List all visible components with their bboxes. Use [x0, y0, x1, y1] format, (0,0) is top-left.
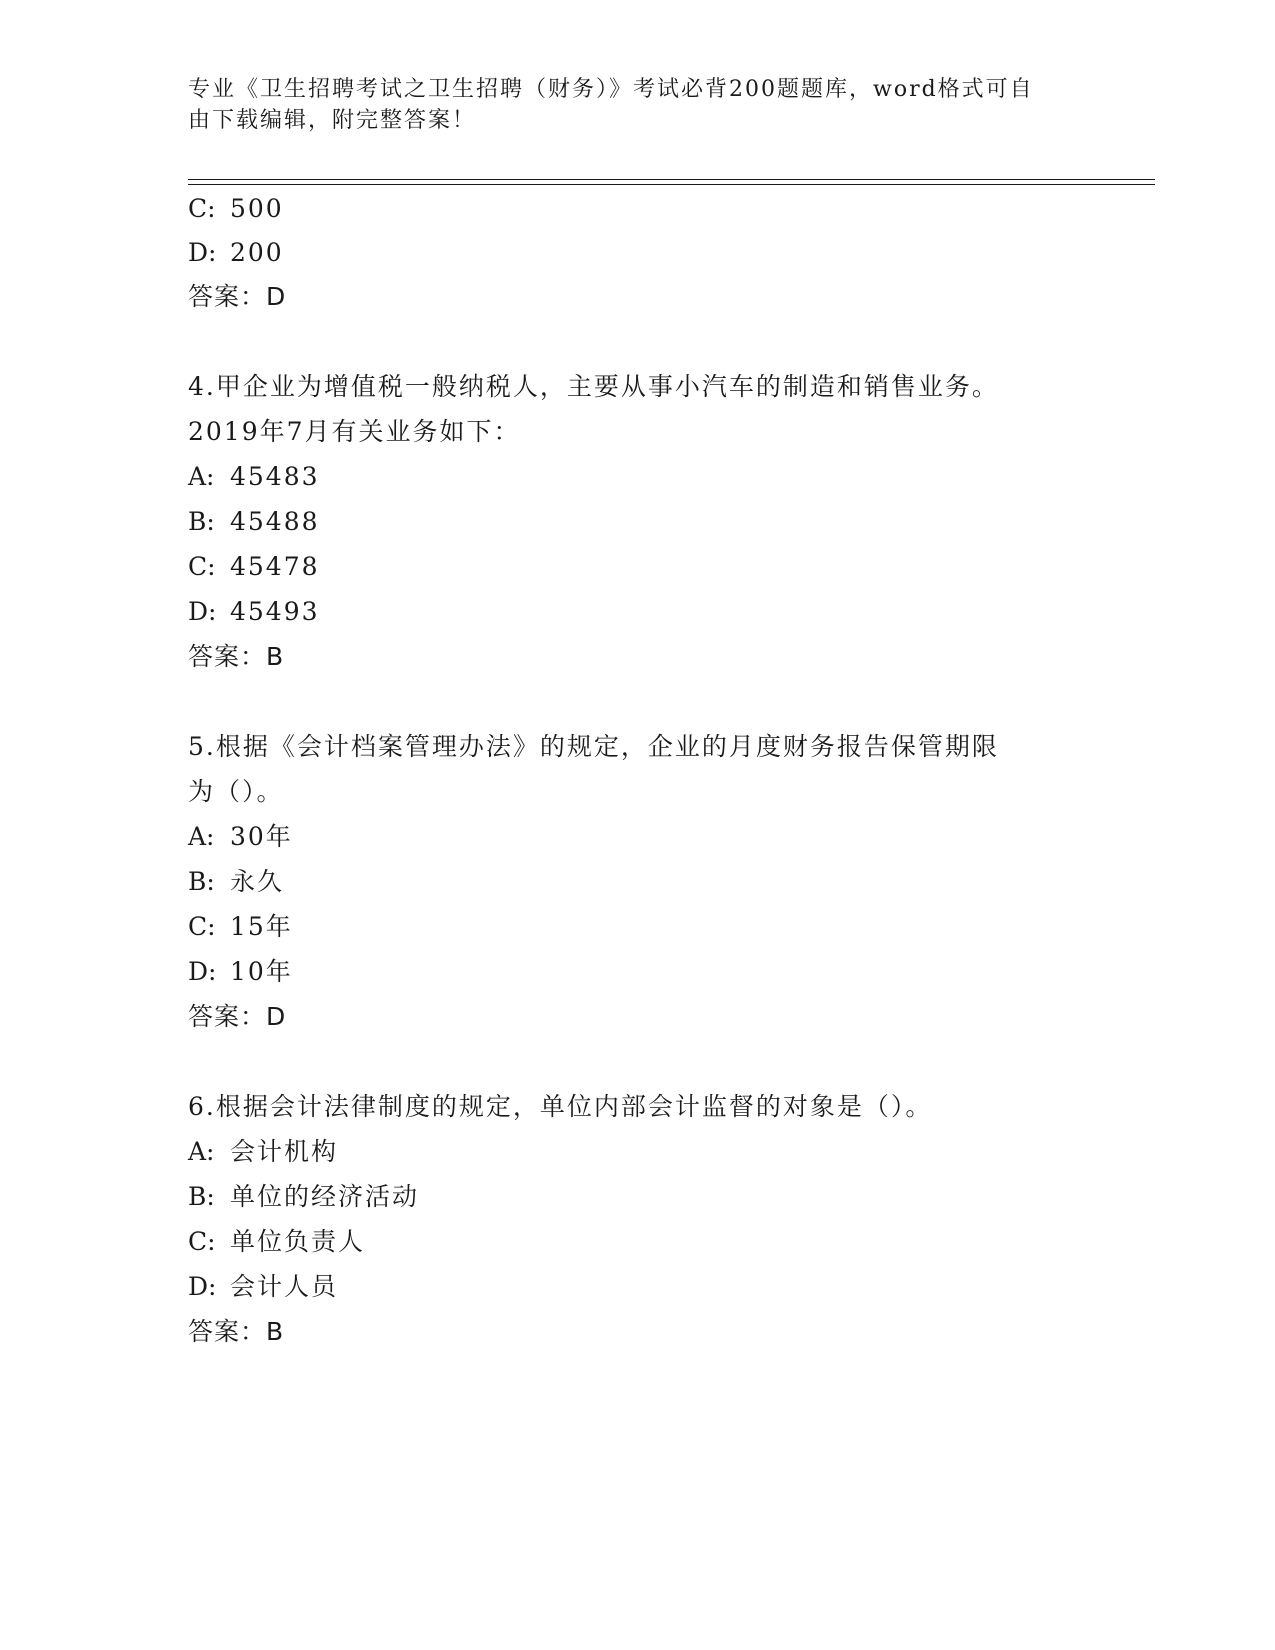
option-text: 30年	[230, 822, 293, 851]
option-text: 200	[230, 238, 284, 267]
option-key: C:	[188, 552, 216, 581]
option-c	[188, 910, 293, 944]
question-stem: 5.根据《会计档案管理办法》的规定，企业的月度财务报告保管期限	[188, 732, 999, 761]
answer-line: 答案：D	[188, 1002, 287, 1031]
option-c	[188, 1225, 365, 1259]
option-text: 单位负责人	[230, 1227, 366, 1256]
option-key: C:	[188, 194, 216, 223]
option-key: D:	[188, 1272, 217, 1301]
option-text: 单位的经济活动	[230, 1182, 420, 1211]
option-d	[188, 1270, 338, 1304]
option-text: 500	[230, 194, 284, 223]
option-text: 永久	[230, 867, 285, 896]
question-stem: 为（）。	[188, 777, 284, 806]
option-key: D:	[188, 957, 217, 986]
option-a	[188, 820, 293, 854]
option-key: B:	[188, 507, 215, 536]
answer-line: 答案：B	[188, 642, 285, 671]
option-a	[188, 1135, 338, 1169]
option-key: A:	[188, 1137, 215, 1166]
header-divider-top	[188, 179, 1155, 180]
option-b	[188, 505, 320, 539]
option-key: C:	[188, 912, 216, 941]
title-line-1: 专业《卫生招聘考试之卫生招聘（财务）》考试必背200题题库，word格式可自	[188, 77, 1034, 102]
document-title	[188, 74, 1088, 136]
option-key: D:	[188, 238, 217, 267]
option-d	[188, 595, 320, 629]
option-key: A:	[188, 822, 215, 851]
title-line-2: 由下载编辑，附完整答案！	[188, 108, 477, 133]
option-c	[188, 550, 320, 584]
option-a	[188, 460, 320, 494]
option-d	[188, 955, 293, 989]
question-stem: 6.根据会计法律制度的规定，单位内部会计监督的对象是（）。	[188, 1092, 933, 1121]
option-b	[188, 865, 284, 899]
option-text: 45493	[230, 597, 320, 626]
question-stem: 2019年7月有关业务如下：	[188, 417, 521, 446]
option-key: D:	[188, 597, 217, 626]
option-key: B:	[188, 867, 215, 896]
option-text: 45488	[230, 507, 320, 536]
option-text: 会计人员	[230, 1272, 339, 1301]
option-key: B:	[188, 1182, 215, 1211]
header-divider-bottom	[188, 184, 1155, 185]
question-stem: 4.甲企业为增值税一般纳税人，主要从事小汽车的制造和销售业务。	[188, 372, 999, 401]
option-text: 45478	[230, 552, 320, 581]
option-key: C:	[188, 1227, 216, 1256]
option-text: 会计机构	[230, 1137, 339, 1166]
option-text: 15年	[230, 912, 293, 941]
option-d	[188, 236, 284, 270]
option-key: A:	[188, 462, 215, 491]
answer-line: 答案：B	[188, 1317, 285, 1346]
option-c	[188, 192, 284, 226]
option-b	[188, 1180, 419, 1214]
answer-line: 答案：D	[188, 282, 287, 311]
option-text: 45483	[230, 462, 320, 491]
option-text: 10年	[230, 957, 293, 986]
